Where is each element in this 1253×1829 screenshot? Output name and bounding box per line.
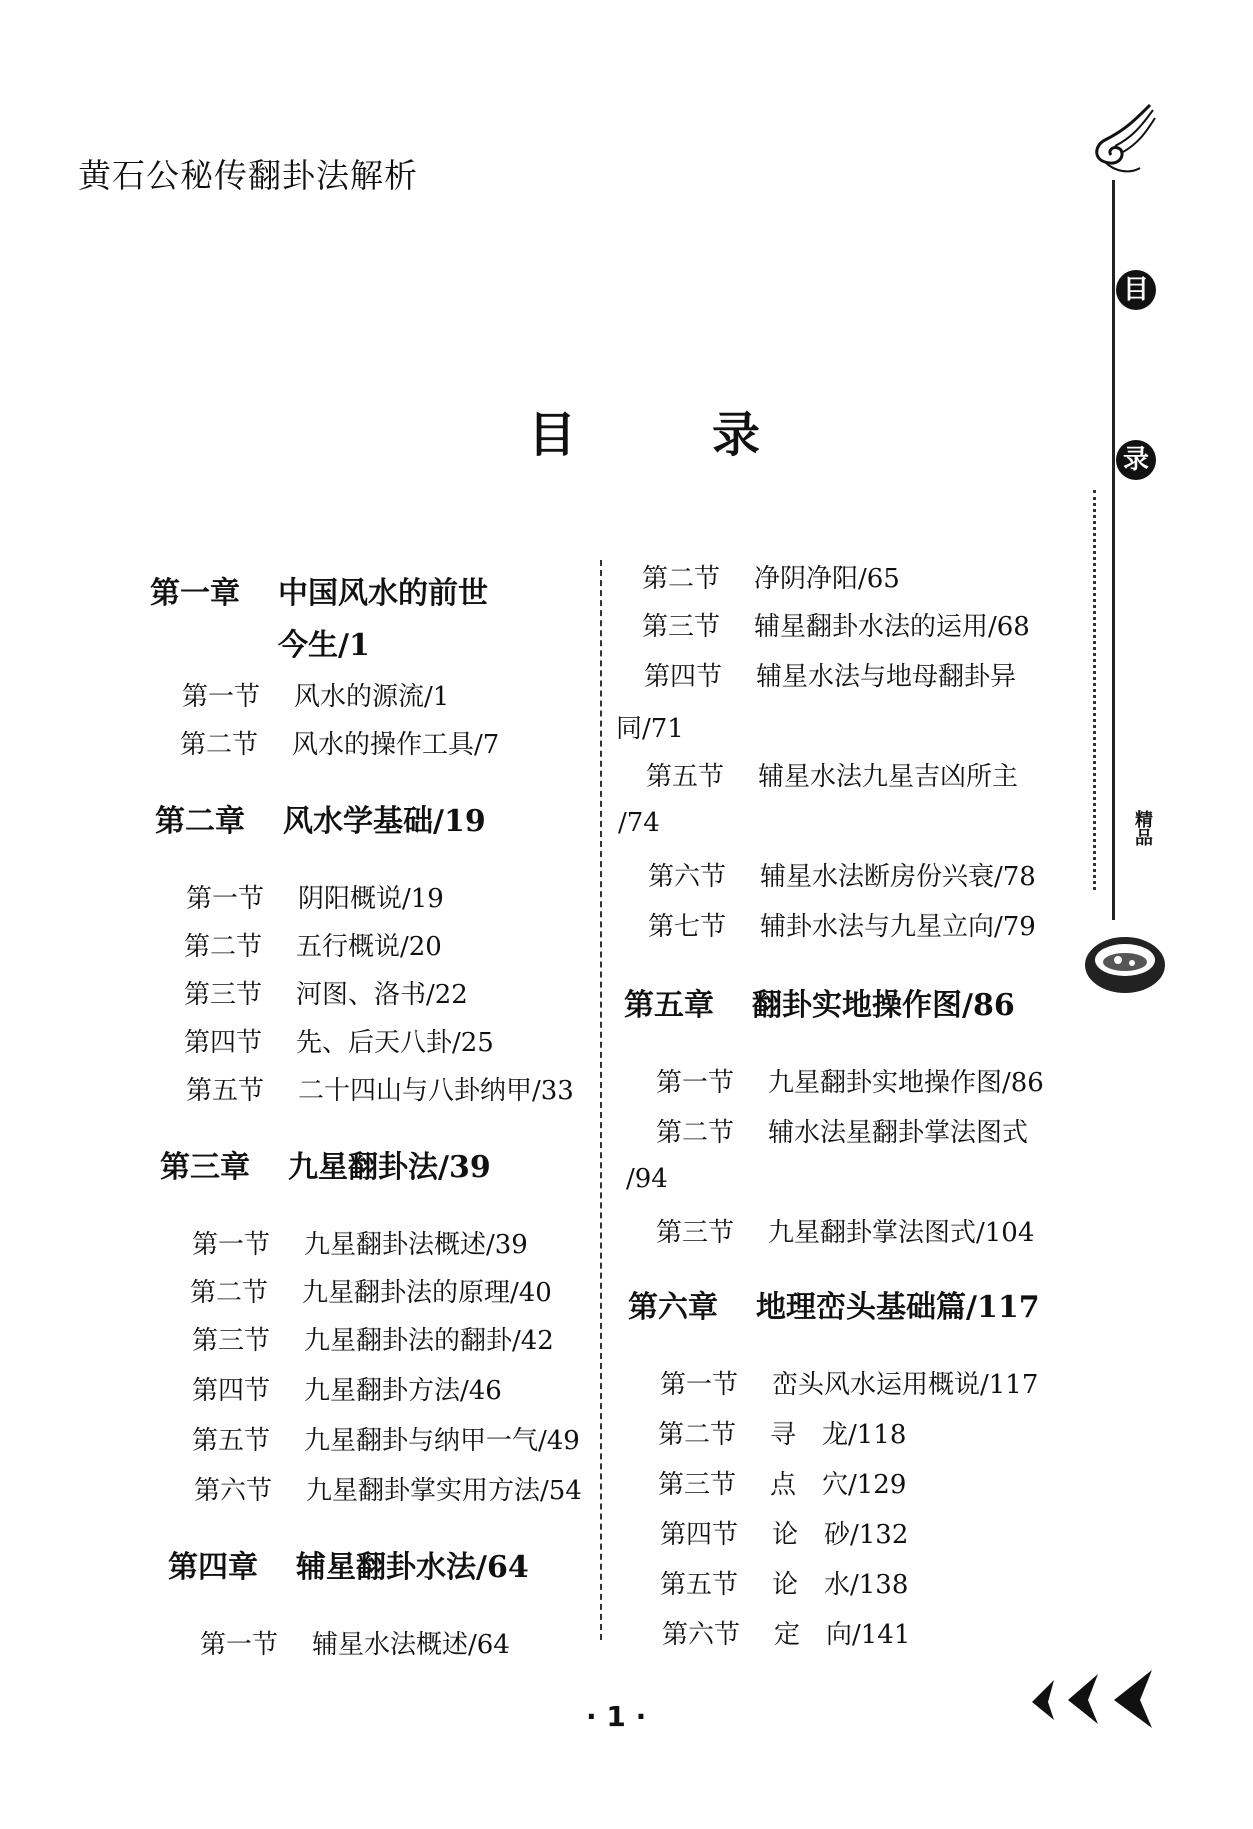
toc-chapter-2[interactable] <box>155 796 486 840</box>
toc-chapter-4[interactable] <box>168 1542 529 1586</box>
chapter-title: 九星翻卦法/39 <box>288 1150 491 1185</box>
chapter-title: 辅星翻卦水法/64 <box>296 1550 529 1585</box>
section-number: 第三节 <box>656 1218 735 1248</box>
chapter-number: 第二章 <box>155 804 245 839</box>
column-divider <box>600 560 602 1640</box>
toc-section-2-2[interactable] <box>184 926 442 963</box>
toc-section-4-4-continued: 同/71 <box>616 714 684 744</box>
chapter-number: 第五章 <box>624 988 714 1023</box>
section-title: 辅卦水法与九星立向/79 <box>760 912 1036 942</box>
chapter-number: 第六章 <box>628 1290 718 1325</box>
chapter-number: 第一章 <box>150 576 240 611</box>
wing-ornament-icon <box>1085 100 1165 190</box>
section-number: 第一节 <box>192 1230 271 1260</box>
toc-section-3-4[interactable] <box>192 1370 502 1407</box>
section-title: 辅水法星翻卦掌法图式 <box>768 1118 1029 1148</box>
section-title: 先、后天八卦/25 <box>296 1028 494 1058</box>
toc-section-6-2[interactable] <box>658 1414 906 1451</box>
toc-section-5-2[interactable] <box>656 1112 1028 1149</box>
toc-section-3-2[interactable] <box>190 1272 552 1309</box>
section-title: 辅星水法与地母翻卦异 <box>756 662 1017 692</box>
toc-section-2-4[interactable] <box>184 1022 494 1059</box>
section-number: 第二节 <box>180 730 259 760</box>
chapter-number: 第四章 <box>168 1550 258 1585</box>
section-title: 峦头风水运用概说/117 <box>772 1370 1039 1400</box>
toc-section-3-6[interactable] <box>194 1470 582 1507</box>
toc-section-6-4[interactable] <box>660 1514 908 1551</box>
section-number: 第三节 <box>642 612 721 642</box>
toc-section-4-4[interactable] <box>644 656 1016 693</box>
section-number: 第二节 <box>658 1420 737 1450</box>
section-title: 辅星翻卦水法的运用/68 <box>754 612 1030 642</box>
toc-chapter-6[interactable] <box>628 1282 1040 1326</box>
section-title: 九星翻卦法的原理/40 <box>302 1278 552 1308</box>
toc-title: 目 录 <box>528 407 805 463</box>
toc-section-5-1[interactable] <box>656 1062 1044 1099</box>
section-title: 九星翻卦方法/46 <box>304 1376 502 1406</box>
running-head-book-title: 黄石公秘传翻卦法解析 <box>78 156 418 195</box>
chapter-number: 第三章 <box>160 1150 250 1185</box>
section-title: 风水的源流/1 <box>294 682 450 712</box>
bowl-ornament-icon <box>1080 930 1170 1000</box>
section-number: 第二节 <box>184 932 263 962</box>
section-title: 净阴净阳/65 <box>754 564 900 594</box>
section-title: 辅星水法概述/64 <box>312 1630 510 1660</box>
toc-section-6-3[interactable] <box>658 1464 906 1501</box>
section-title: 论 水/138 <box>772 1570 909 1600</box>
section-title: 寻 龙/118 <box>770 1420 907 1450</box>
toc-section-2-5[interactable] <box>186 1070 574 1107</box>
section-title: 九星翻卦掌法图式/104 <box>768 1218 1035 1248</box>
section-number: 第五节 <box>186 1076 265 1106</box>
chapter-title: 中国风水的前世 <box>278 576 488 611</box>
toc-section-1-2[interactable] <box>180 724 499 761</box>
chapter-title: 地理峦头基础篇/117 <box>756 1290 1040 1325</box>
toc-section-4-2[interactable] <box>642 558 900 595</box>
section-number: 第七节 <box>648 912 727 942</box>
section-number: 第一节 <box>200 1630 279 1660</box>
section-number: 第一节 <box>660 1370 739 1400</box>
toc-chapter-1[interactable] <box>150 568 488 612</box>
section-title: 河图、洛书/22 <box>296 980 468 1010</box>
section-number: 第六节 <box>194 1476 273 1506</box>
section-number: 第五节 <box>646 762 725 792</box>
margin-char-lu: 录 <box>1116 440 1156 480</box>
toc-section-2-1[interactable] <box>186 878 444 915</box>
toc-section-4-5-continued: /74 <box>618 808 660 838</box>
section-number: 第五节 <box>192 1426 271 1456</box>
section-number: 第二节 <box>190 1278 269 1308</box>
toc-section-1-1[interactable] <box>182 676 449 713</box>
toc-section-3-3[interactable] <box>192 1320 554 1357</box>
section-number: 第二节 <box>656 1118 735 1148</box>
arrow-chevrons-icon <box>1024 1668 1164 1728</box>
toc-section-6-1[interactable] <box>660 1364 1038 1401</box>
section-number: 第一节 <box>182 682 261 712</box>
section-number: 第四节 <box>644 662 723 692</box>
toc-section-4-1[interactable] <box>200 1624 510 1661</box>
toc-chapter-1-continued: 今生/1 <box>278 628 370 663</box>
section-title: 辅星水法九星吉凶所主 <box>758 762 1019 792</box>
section-number: 第六节 <box>662 1620 741 1650</box>
section-title: 阴阳概说/19 <box>298 884 444 914</box>
section-number: 第三节 <box>192 1326 271 1356</box>
section-title: 二十四山与八卦纳甲/33 <box>298 1076 574 1106</box>
section-title: 五行概说/20 <box>296 932 442 962</box>
toc-section-5-2-continued: /94 <box>626 1164 668 1194</box>
section-title: 定 向/141 <box>774 1620 911 1650</box>
section-number: 第三节 <box>658 1470 737 1500</box>
section-number: 第四节 <box>192 1376 271 1406</box>
section-title: 九星翻卦与纳甲一气/49 <box>304 1426 580 1456</box>
toc-section-6-6[interactable] <box>662 1614 910 1651</box>
toc-section-4-3[interactable] <box>642 606 1030 643</box>
section-number: 第一节 <box>186 884 265 914</box>
toc-section-3-5[interactable] <box>192 1420 580 1457</box>
section-number: 第二节 <box>642 564 721 594</box>
section-title: 九星翻卦掌实用方法/54 <box>306 1476 582 1506</box>
toc-section-2-3[interactable] <box>184 974 468 1011</box>
margin-vertical-line <box>1112 180 1115 920</box>
toc-chapter-3[interactable] <box>160 1142 491 1186</box>
section-number: 第一节 <box>656 1068 735 1098</box>
section-number: 第五节 <box>660 1570 739 1600</box>
toc-section-6-5[interactable] <box>660 1564 908 1601</box>
page-number: · 1 · <box>586 1700 647 1733</box>
section-title: 点 穴/129 <box>770 1470 907 1500</box>
section-title: 论 砂/132 <box>772 1520 909 1550</box>
toc-chapter-5[interactable] <box>624 980 1015 1024</box>
section-number: 第六节 <box>648 862 727 892</box>
toc-section-3-1[interactable] <box>192 1224 528 1261</box>
section-number: 第四节 <box>184 1028 263 1058</box>
section-title: 风水的操作工具/7 <box>292 730 500 760</box>
toc-section-5-3[interactable] <box>656 1212 1034 1249</box>
section-number: 第四节 <box>660 1520 739 1550</box>
toc-section-4-6[interactable] <box>648 856 1036 893</box>
toc-section-4-5[interactable] <box>646 756 1018 793</box>
chapter-title: 翻卦实地操作图/86 <box>752 988 1015 1023</box>
section-title: 九星翻卦实地操作图/86 <box>768 1068 1044 1098</box>
section-title: 九星翻卦法概述/39 <box>304 1230 528 1260</box>
chapter-title: 风水学基础/19 <box>283 804 486 839</box>
margin-dotted-line <box>1093 490 1096 890</box>
toc-section-4-7[interactable] <box>648 906 1036 943</box>
margin-jingpin-label: 精品 <box>1132 810 1153 846</box>
section-title: 辅星水法断房份兴衰/78 <box>760 862 1036 892</box>
section-title: 九星翻卦法的翻卦/42 <box>304 1326 554 1356</box>
margin-char-mu: 目 <box>1116 270 1156 310</box>
section-number: 第三节 <box>184 980 263 1010</box>
